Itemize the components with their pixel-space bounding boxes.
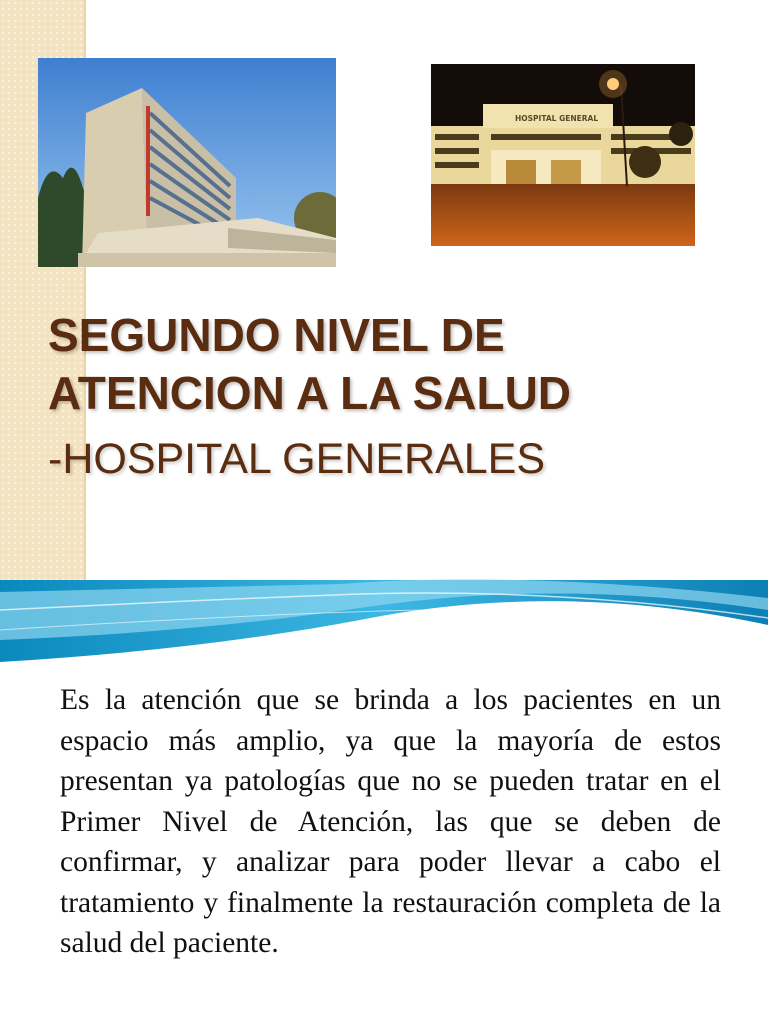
hospital-night-photo — [431, 64, 695, 246]
hospital-day-photo — [38, 58, 336, 267]
hospital-sign: HOSPITAL GENERAL — [515, 114, 599, 123]
slide-subtitle: -HOSPITAL GENERALES — [48, 435, 546, 483]
slide-body-text: Es la atención que se brinda a los pacientes en un espacio más amplio, ya que la mayoría de estos presentan ya patologías que no se pueden tratar en el Primer Nivel de Atención, las que se deben de confirmar, y analizar para poder llevar a cabo el tratamiento y finalmente la restauración completa de la salud del paciente. — [60, 684, 721, 959]
decorative-wave-banner — [0, 570, 768, 670]
slide-title — [48, 306, 748, 422]
title-line-1: SEGUNDO NIVEL DE — [48, 309, 505, 361]
title-line-2: ATENCION A LA SALUD — [48, 367, 572, 419]
